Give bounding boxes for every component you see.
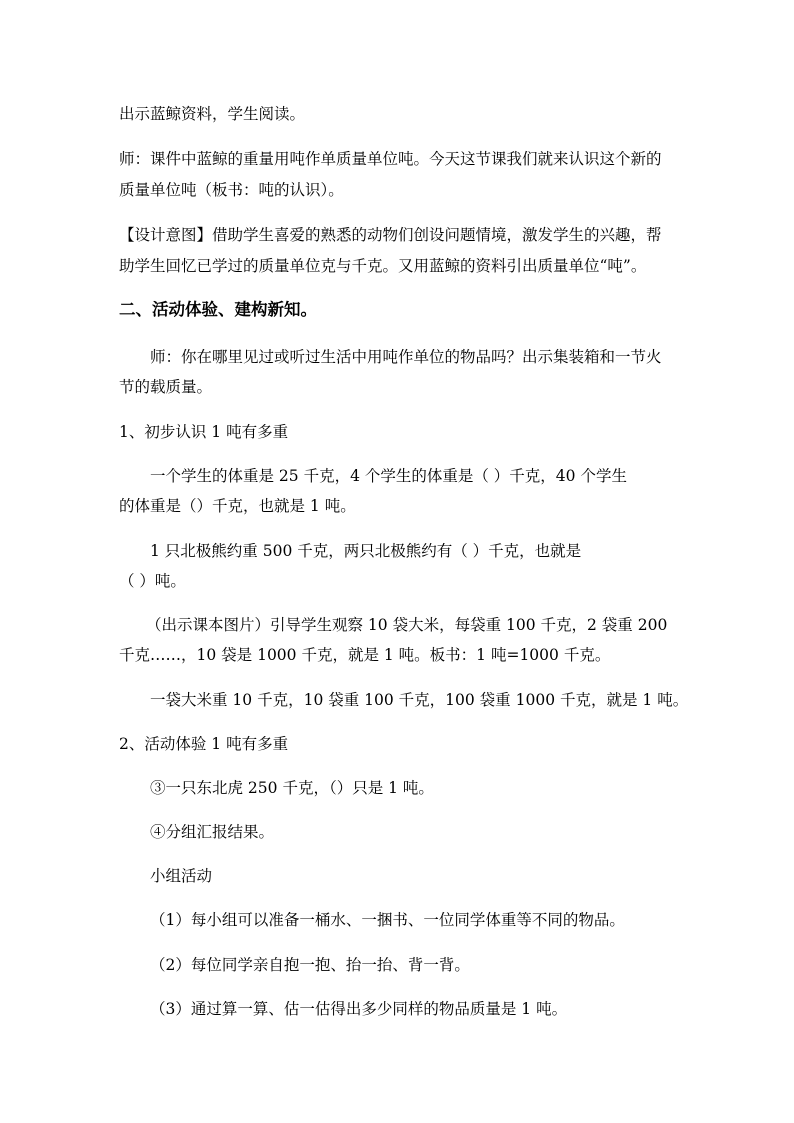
text-line: 千克……，10 袋是 1000 千克，就是 1 吨。板书：1 吨=1000 千克。	[119, 646, 611, 664]
list-item: （3）通过算一算、估一估得出多少同样的物品质量是 1 吨。	[150, 1000, 568, 1018]
list-item: （1）每小组可以准备一桶水、一捆书、一位同学体重等不同的物品。	[150, 911, 625, 929]
subsection-heading: 1、初步认识 1 吨有多重	[119, 423, 289, 441]
text-line: 小组活动	[150, 867, 213, 885]
text-line: 师：你在哪里见过或听过生活中用吨作单位的物品吗？出示集装箱和一节火	[150, 348, 662, 366]
text-line: 节的载质量。	[119, 378, 213, 396]
text-line: 1 只北极熊约重 500 千克，两只北极熊约有（ ）千克，也就是	[150, 542, 582, 560]
text-line: 助学生回忆已学过的质量单位克与千克。又用蓝鲸的资料引出质量单位“吨”。	[119, 257, 647, 275]
text-line: 一个学生的体重是 25 千克，4 个学生的体重是（ ）千克，40 个学生	[150, 467, 627, 485]
text-line: ③一只东北虎 250 千克，（）只是 1 吨。	[150, 779, 434, 797]
text-line: 一袋大米重 10 千克，10 袋重 100 千克，100 袋重 1000 千克，就是 1 吨。	[150, 691, 689, 709]
text-line: 出示蓝鲸资料，学生阅读。	[119, 105, 306, 123]
text-line: 【设计意图】借助学生喜爱的熟悉的动物们创设问题情境，激发学生的兴趣，帮	[119, 226, 662, 244]
section-heading: 二、活动体验、建构新知。	[119, 300, 317, 319]
subsection-heading: 2、活动体验 1 吨有多重	[119, 735, 289, 753]
text-line: （出示课本图片）引导学生观察 10 袋大米，每袋重 100 千克，2 袋重 200	[146, 616, 668, 634]
text-line: 质量单位吨（板书：吨的认识）。	[119, 181, 344, 199]
text-line: ④分组汇报结果。	[150, 823, 275, 841]
list-item: （2）每位同学亲自抱一抱、抬一抬、背一背。	[150, 956, 470, 974]
text-line: （ ）吨。	[119, 572, 186, 590]
text-line: 的体重是（）千克，也就是 1 吨。	[119, 497, 356, 515]
text-line: 师：课件中蓝鲸的重量用吨作单质量单位吨。今天这节课我们就来认识这个新的	[119, 150, 662, 168]
